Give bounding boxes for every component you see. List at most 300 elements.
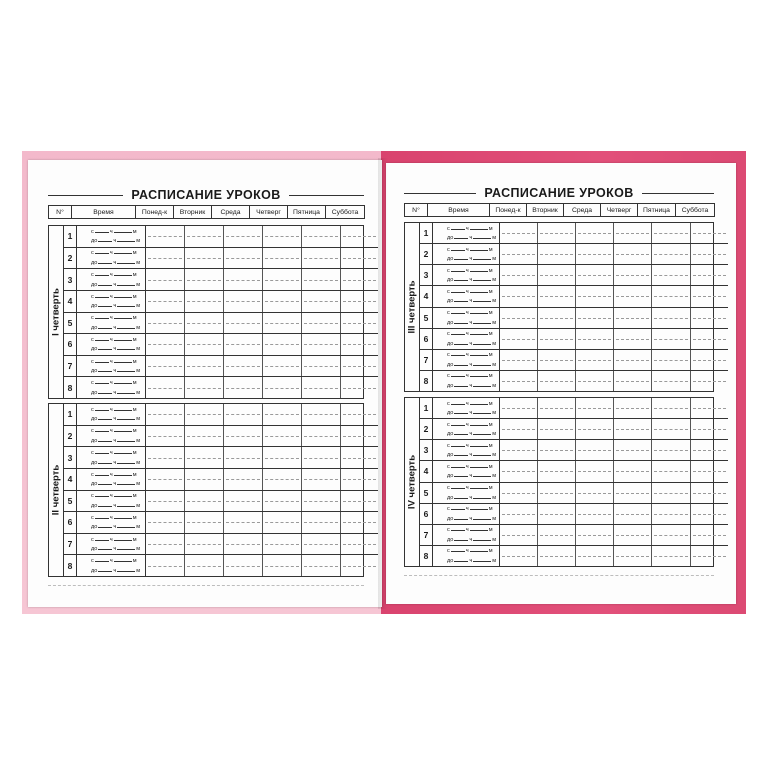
time-prefix: до	[91, 524, 98, 531]
cell-saturday[interactable]	[691, 223, 728, 243]
hour-abbr: ч	[465, 506, 469, 513]
cell-wednesday[interactable]	[224, 291, 263, 312]
lesson-number: 8	[420, 371, 433, 391]
cell-thursday[interactable]	[263, 313, 302, 334]
minute-abbr: м	[488, 373, 493, 380]
lesson-time-cell[interactable]	[433, 525, 500, 545]
cell-monday[interactable]	[146, 555, 185, 576]
cell-tuesday[interactable]	[185, 313, 224, 334]
cell-friday[interactable]	[302, 469, 341, 490]
cell-thursday[interactable]	[614, 440, 652, 460]
hour-abbr: ч	[113, 346, 117, 353]
cell-monday[interactable]	[500, 525, 538, 545]
cell-saturday[interactable]	[691, 546, 728, 566]
cell-wednesday[interactable]	[224, 404, 263, 425]
cell-saturday[interactable]	[341, 291, 378, 312]
cell-wednesday[interactable]	[224, 269, 263, 290]
lesson-time-cell[interactable]	[77, 555, 146, 576]
lesson-time-cell[interactable]	[433, 419, 500, 439]
time-prefix: до	[447, 319, 454, 326]
lesson-time-cell[interactable]	[433, 286, 500, 306]
cell-saturday[interactable]	[341, 534, 378, 555]
minute-abbr: м	[488, 442, 493, 449]
minute-abbr: м	[132, 450, 137, 457]
lesson-time-cell[interactable]	[433, 223, 500, 243]
hour-abbr: ч	[109, 228, 113, 235]
cell-friday[interactable]	[302, 334, 341, 355]
hour-abbr: ч	[465, 421, 469, 428]
cell-tuesday[interactable]	[185, 248, 224, 269]
cell-thursday[interactable]	[263, 491, 302, 512]
minute-blank	[473, 493, 491, 499]
cell-monday[interactable]	[146, 291, 185, 312]
cell-friday[interactable]	[652, 546, 691, 566]
cell-thursday[interactable]	[614, 350, 652, 370]
hour-abbr: ч	[113, 459, 117, 466]
cell-friday[interactable]	[302, 248, 341, 269]
lesson-time-cell[interactable]	[433, 483, 500, 503]
cell-friday[interactable]	[302, 226, 341, 247]
cell-thursday[interactable]	[614, 244, 652, 264]
cell-saturday[interactable]	[691, 461, 728, 481]
cell-wednesday[interactable]	[576, 398, 614, 418]
lesson-time-cell[interactable]	[77, 226, 146, 247]
cell-monday[interactable]	[146, 426, 185, 447]
time-end-line	[447, 233, 499, 243]
lesson-time-cell[interactable]	[433, 504, 500, 524]
cell-thursday[interactable]	[263, 377, 302, 398]
header-thursday: Четверг	[601, 204, 638, 217]
cell-wednesday[interactable]	[224, 356, 263, 377]
cell-tuesday[interactable]	[538, 525, 576, 545]
cell-tuesday[interactable]	[538, 440, 576, 460]
cell-tuesday[interactable]	[185, 377, 224, 398]
hour-blank	[451, 266, 465, 272]
lesson-time-cell[interactable]	[77, 491, 146, 512]
cell-wednesday[interactable]	[576, 329, 614, 349]
lesson-time-cell[interactable]	[77, 512, 146, 533]
lesson-time-cell[interactable]	[433, 329, 500, 349]
cell-saturday[interactable]	[691, 308, 728, 328]
cell-friday[interactable]	[652, 440, 691, 460]
hour-blank	[454, 493, 468, 499]
cell-friday[interactable]	[652, 350, 691, 370]
time-start-line	[91, 378, 145, 388]
cell-tuesday[interactable]	[538, 398, 576, 418]
cell-wednesday[interactable]	[224, 377, 263, 398]
cell-thursday[interactable]	[614, 483, 652, 503]
cell-monday[interactable]	[500, 223, 538, 243]
cell-tuesday[interactable]	[185, 356, 224, 377]
cell-friday[interactable]	[652, 419, 691, 439]
cell-monday[interactable]	[146, 377, 185, 398]
cell-saturday[interactable]	[341, 426, 378, 447]
lesson-time-cell[interactable]	[77, 356, 146, 377]
time-end-line	[91, 436, 145, 446]
cell-wednesday[interactable]	[224, 426, 263, 447]
lesson-time-cell[interactable]	[433, 461, 500, 481]
cell-tuesday[interactable]	[538, 461, 576, 481]
lesson-time-cell[interactable]	[77, 291, 146, 312]
cell-saturday[interactable]	[341, 555, 378, 576]
cell-tuesday[interactable]	[185, 447, 224, 468]
cell-tuesday[interactable]	[538, 265, 576, 285]
cell-saturday[interactable]	[341, 404, 378, 425]
cell-tuesday[interactable]	[538, 286, 576, 306]
cell-wednesday[interactable]	[576, 308, 614, 328]
minute-abbr: м	[492, 319, 497, 326]
cell-monday[interactable]	[146, 248, 185, 269]
minute-blank	[470, 441, 488, 447]
hour-abbr: ч	[109, 450, 113, 457]
time-prefix: до	[447, 494, 454, 501]
lesson-rows	[64, 226, 378, 398]
cell-monday[interactable]	[146, 313, 185, 334]
cell-wednesday[interactable]	[224, 534, 263, 555]
time-prefix: до	[91, 546, 98, 553]
cell-wednesday[interactable]	[224, 313, 263, 334]
cell-wednesday[interactable]	[224, 555, 263, 576]
lesson-time-cell[interactable]	[77, 377, 146, 398]
cell-friday[interactable]	[302, 426, 341, 447]
time-prefix: до	[91, 324, 98, 331]
cell-wednesday[interactable]	[224, 248, 263, 269]
cell-saturday[interactable]	[341, 334, 378, 355]
time-start-line	[447, 266, 499, 276]
cell-friday[interactable]	[652, 398, 691, 418]
hour-abbr: ч	[469, 473, 473, 480]
header-row	[49, 206, 365, 219]
cell-friday[interactable]	[652, 223, 691, 243]
cell-saturday[interactable]	[341, 356, 378, 377]
cell-monday[interactable]	[500, 286, 538, 306]
cell-wednesday[interactable]	[576, 419, 614, 439]
minute-abbr: м	[132, 250, 137, 257]
cell-friday[interactable]	[652, 525, 691, 545]
cell-friday[interactable]	[652, 329, 691, 349]
cell-friday[interactable]	[302, 447, 341, 468]
time-start-line	[447, 329, 499, 339]
minute-blank	[117, 344, 135, 350]
cell-friday[interactable]	[302, 269, 341, 290]
cell-monday[interactable]	[146, 404, 185, 425]
cell-friday[interactable]	[302, 377, 341, 398]
cell-monday[interactable]	[500, 308, 538, 328]
lesson-row	[64, 512, 378, 534]
time-prefix: с	[447, 400, 450, 407]
cell-wednesday[interactable]	[576, 461, 614, 481]
cell-monday[interactable]	[500, 265, 538, 285]
cell-saturday[interactable]	[341, 469, 378, 490]
cell-thursday[interactable]	[614, 546, 652, 566]
cell-thursday[interactable]	[263, 404, 302, 425]
cell-thursday[interactable]	[263, 469, 302, 490]
cell-friday[interactable]	[652, 504, 691, 524]
cell-tuesday[interactable]	[185, 226, 224, 247]
lesson-time-cell[interactable]	[433, 308, 500, 328]
cell-wednesday[interactable]	[576, 525, 614, 545]
cell-saturday[interactable]	[691, 440, 728, 460]
lesson-time-cell[interactable]	[77, 334, 146, 355]
cell-monday[interactable]	[146, 491, 185, 512]
cell-friday[interactable]	[302, 555, 341, 576]
cell-saturday[interactable]	[691, 371, 728, 391]
lesson-time-cell[interactable]	[77, 534, 146, 555]
cell-wednesday[interactable]	[576, 546, 614, 566]
lesson-time-cell[interactable]	[433, 371, 500, 391]
cell-friday[interactable]	[652, 308, 691, 328]
cell-monday[interactable]	[500, 504, 538, 524]
cell-wednesday[interactable]	[576, 286, 614, 306]
cell-monday[interactable]	[500, 440, 538, 460]
cell-thursday[interactable]	[263, 334, 302, 355]
hour-abbr: ч	[109, 293, 113, 300]
cell-tuesday[interactable]	[538, 504, 576, 524]
cell-thursday[interactable]	[614, 308, 652, 328]
cell-thursday[interactable]	[614, 223, 652, 243]
cell-tuesday[interactable]	[185, 426, 224, 447]
minute-abbr: м	[492, 494, 497, 501]
lesson-number: 4	[420, 461, 433, 481]
lesson-row	[420, 371, 728, 391]
lesson-rows	[420, 223, 728, 391]
cell-wednesday[interactable]	[576, 440, 614, 460]
time-prefix: с	[91, 250, 94, 257]
cell-thursday[interactable]	[614, 265, 652, 285]
cell-monday[interactable]	[500, 244, 538, 264]
cell-monday[interactable]	[500, 398, 538, 418]
cell-monday[interactable]	[146, 356, 185, 377]
cell-wednesday[interactable]	[576, 483, 614, 503]
cell-saturday[interactable]	[341, 269, 378, 290]
minute-abbr: м	[488, 267, 493, 274]
header-time: Время	[428, 204, 490, 217]
cell-monday[interactable]	[500, 419, 538, 439]
cell-tuesday[interactable]	[185, 404, 224, 425]
cell-friday[interactable]	[652, 483, 691, 503]
time-start-line	[447, 245, 499, 255]
header-number: N°	[49, 206, 72, 219]
lesson-time-cell[interactable]	[433, 265, 500, 285]
cell-tuesday[interactable]	[185, 491, 224, 512]
cell-saturday[interactable]	[341, 447, 378, 468]
cell-friday[interactable]	[302, 404, 341, 425]
cell-saturday[interactable]	[341, 226, 378, 247]
cell-wednesday[interactable]	[224, 512, 263, 533]
cell-wednesday[interactable]	[224, 334, 263, 355]
cell-wednesday[interactable]	[224, 469, 263, 490]
hour-abbr: ч	[469, 557, 473, 564]
cell-thursday[interactable]	[263, 447, 302, 468]
cell-saturday[interactable]	[691, 244, 728, 264]
cell-thursday[interactable]	[263, 555, 302, 576]
header-friday: Пятница	[638, 204, 676, 217]
time-end-line	[91, 414, 145, 424]
cell-saturday[interactable]	[691, 504, 728, 524]
cell-thursday[interactable]	[263, 512, 302, 533]
cell-saturday[interactable]	[691, 398, 728, 418]
lesson-number: 1	[64, 226, 77, 247]
cell-tuesday[interactable]	[538, 546, 576, 566]
cell-saturday[interactable]	[691, 525, 728, 545]
cell-thursday[interactable]	[614, 371, 652, 391]
cell-thursday[interactable]	[614, 329, 652, 349]
cell-thursday[interactable]	[614, 286, 652, 306]
minute-blank	[117, 258, 135, 264]
cell-friday[interactable]	[302, 356, 341, 377]
cell-saturday[interactable]	[341, 313, 378, 334]
cell-tuesday[interactable]	[538, 308, 576, 328]
cell-tuesday[interactable]	[538, 244, 576, 264]
cell-saturday[interactable]	[341, 491, 378, 512]
cell-thursday[interactable]	[263, 291, 302, 312]
minute-abbr: м	[488, 421, 493, 428]
cell-wednesday[interactable]	[224, 447, 263, 468]
time-start-line	[447, 441, 499, 451]
cell-tuesday[interactable]	[538, 329, 576, 349]
cell-thursday[interactable]	[614, 504, 652, 524]
cell-monday[interactable]	[500, 546, 538, 566]
cell-saturday[interactable]	[341, 377, 378, 398]
cell-thursday[interactable]	[263, 269, 302, 290]
cell-wednesday[interactable]	[576, 265, 614, 285]
cell-friday[interactable]	[302, 534, 341, 555]
cell-tuesday[interactable]	[538, 350, 576, 370]
cell-friday[interactable]	[652, 244, 691, 264]
lesson-time-cell[interactable]	[77, 426, 146, 447]
minute-blank	[470, 462, 488, 468]
time-prefix: до	[447, 256, 454, 263]
cell-monday[interactable]	[146, 512, 185, 533]
cell-saturday[interactable]	[341, 248, 378, 269]
cell-monday[interactable]	[500, 483, 538, 503]
cell-thursday[interactable]	[263, 226, 302, 247]
cell-tuesday[interactable]	[538, 483, 576, 503]
cell-saturday[interactable]	[691, 286, 728, 306]
cell-monday[interactable]	[500, 461, 538, 481]
cell-saturday[interactable]	[691, 419, 728, 439]
minute-abbr: м	[488, 548, 493, 555]
time-start-line	[91, 491, 145, 501]
lesson-time-cell[interactable]	[433, 350, 500, 370]
cell-tuesday[interactable]	[185, 469, 224, 490]
minute-abbr: м	[132, 315, 137, 322]
minute-blank	[470, 224, 488, 230]
cell-monday[interactable]	[146, 534, 185, 555]
cell-wednesday[interactable]	[576, 223, 614, 243]
cell-tuesday[interactable]	[538, 419, 576, 439]
cell-thursday[interactable]	[614, 419, 652, 439]
cell-wednesday[interactable]	[576, 244, 614, 264]
cell-monday[interactable]	[500, 350, 538, 370]
lesson-time-cell[interactable]	[77, 447, 146, 468]
lesson-time-cell[interactable]	[433, 546, 500, 566]
time-end-line	[447, 381, 499, 391]
time-prefix: с	[91, 336, 94, 343]
cell-wednesday[interactable]	[576, 371, 614, 391]
cell-thursday[interactable]	[614, 398, 652, 418]
minute-abbr: м	[132, 536, 137, 543]
cell-friday[interactable]	[652, 265, 691, 285]
cell-friday[interactable]	[302, 491, 341, 512]
cell-monday[interactable]	[500, 329, 538, 349]
time-end-line	[91, 458, 145, 468]
cell-saturday[interactable]	[691, 329, 728, 349]
lesson-time-cell[interactable]	[77, 404, 146, 425]
lesson-time-cell[interactable]	[433, 244, 500, 264]
cell-friday[interactable]	[652, 371, 691, 391]
cell-tuesday[interactable]	[185, 334, 224, 355]
lesson-number: 4	[64, 469, 77, 490]
hour-abbr: ч	[113, 259, 117, 266]
cell-monday[interactable]	[146, 447, 185, 468]
lesson-time-cell[interactable]	[433, 440, 500, 460]
cell-thursday[interactable]	[263, 356, 302, 377]
cell-monday[interactable]	[146, 269, 185, 290]
cell-thursday[interactable]	[263, 426, 302, 447]
cell-monday[interactable]	[146, 469, 185, 490]
hour-abbr: ч	[465, 373, 469, 380]
cell-tuesday[interactable]	[185, 534, 224, 555]
time-prefix: до	[91, 259, 98, 266]
cell-wednesday[interactable]	[224, 491, 263, 512]
cell-friday[interactable]	[302, 512, 341, 533]
hour-abbr: ч	[469, 452, 473, 459]
cell-monday[interactable]	[146, 334, 185, 355]
minute-abbr: м	[136, 303, 141, 310]
time-end-line	[447, 408, 499, 418]
cell-monday[interactable]	[500, 371, 538, 391]
hour-abbr: ч	[469, 431, 473, 438]
cell-friday[interactable]	[652, 286, 691, 306]
minute-blank	[470, 287, 488, 293]
lesson-time-cell[interactable]	[77, 313, 146, 334]
cell-thursday[interactable]	[614, 525, 652, 545]
minute-abbr: м	[132, 358, 137, 365]
cell-friday[interactable]	[302, 313, 341, 334]
cell-tuesday[interactable]	[185, 269, 224, 290]
cell-friday[interactable]	[302, 291, 341, 312]
cell-saturday[interactable]	[691, 350, 728, 370]
cell-tuesday[interactable]	[185, 291, 224, 312]
cell-saturday[interactable]	[691, 265, 728, 285]
cell-thursday[interactable]	[614, 461, 652, 481]
time-start-line	[91, 513, 145, 523]
cell-tuesday[interactable]	[185, 555, 224, 576]
lesson-time-cell[interactable]	[77, 269, 146, 290]
cell-monday[interactable]	[146, 226, 185, 247]
time-prefix: до	[91, 459, 98, 466]
cell-friday[interactable]	[652, 461, 691, 481]
cell-tuesday[interactable]	[538, 223, 576, 243]
cell-saturday[interactable]	[341, 512, 378, 533]
cell-wednesday[interactable]	[576, 504, 614, 524]
cell-wednesday[interactable]	[576, 350, 614, 370]
minute-abbr: м	[136, 259, 141, 266]
lesson-row	[420, 419, 728, 440]
cell-tuesday[interactable]	[538, 371, 576, 391]
time-start-line	[91, 405, 145, 415]
cell-wednesday[interactable]	[224, 226, 263, 247]
lesson-time-cell[interactable]	[77, 469, 146, 490]
cell-tuesday[interactable]	[185, 512, 224, 533]
cell-thursday[interactable]	[263, 248, 302, 269]
cell-thursday[interactable]	[263, 534, 302, 555]
lesson-time-cell[interactable]	[433, 398, 500, 418]
cell-saturday[interactable]	[691, 483, 728, 503]
hour-blank	[451, 441, 465, 447]
lesson-time-cell[interactable]	[77, 248, 146, 269]
